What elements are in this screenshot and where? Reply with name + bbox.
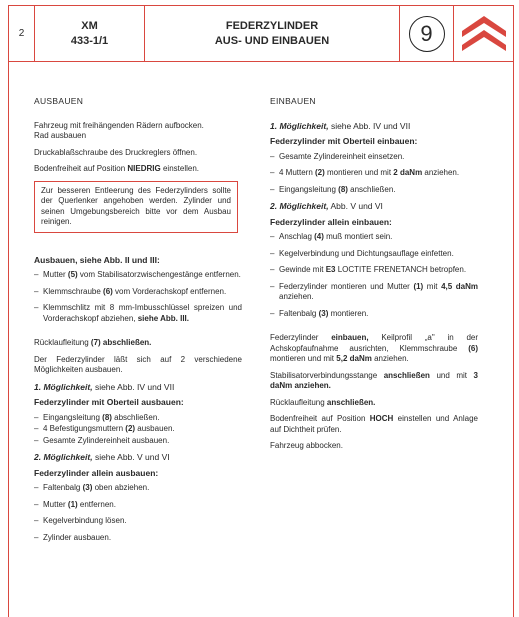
list-item: – Mutter (5) vom Stabilisatorzwischengestänge entfernen.	[34, 270, 242, 281]
list-item: – Faltenbalg (3) oben abziehen.	[34, 483, 242, 494]
list-item: – Mutter (1) entfernen.	[34, 500, 242, 511]
list-item: – Zylinder ausbauen.	[34, 533, 242, 544]
subheading: Federzylinder allein ausbauen:	[34, 467, 159, 478]
list-item: – Gewinde mit E3 LOCTITE FRENETANCH betropfen.	[270, 265, 478, 276]
code-line-1: XM	[81, 19, 98, 32]
list-item: – 4 Befestigungsmuttern (2) ausbauen.	[34, 424, 242, 435]
list-item: – Gesamte Zylindereinheit einsetzen.	[270, 152, 478, 163]
list-item: – Gesamte Zylindereinheit ausbauen.	[34, 436, 242, 447]
paragraph: Fahrzeug mit freihängenden Rädern aufbocken. Rad ausbauen	[34, 120, 204, 140]
list-item: – 4 Muttern (2) montieren und mit 2 daNm anziehen.	[270, 168, 478, 179]
subheading: Federzylinder allein einbauen:	[270, 216, 392, 227]
list-item: – Kegelverbindung lösen.	[34, 516, 242, 527]
subheading: Federzylinder mit Oberteil einbauen:	[270, 136, 418, 146]
list-item: – Klemmschraube (6) vom Vorderachskopf entfernen.	[34, 287, 242, 298]
step-list	[270, 232, 478, 319]
page-title	[145, 6, 400, 61]
paragraph: Rücklaufleitung (7) abschließen.	[34, 338, 152, 347]
paragraph: Bodenfreiheit auf Position HOCH einstellen und Anlage auf Dichtheit prüfen.	[270, 414, 478, 434]
section-number: 9	[409, 16, 445, 52]
title-line-2: AUS- UND EINBAUEN	[214, 34, 330, 47]
page-number: 2	[9, 6, 35, 61]
subheading: 2. Möglichkeit, Abb. V und VI	[270, 201, 383, 211]
step-list	[34, 270, 242, 324]
section-number-cell	[400, 6, 454, 61]
step-list	[34, 483, 242, 543]
subheading: Ausbauen, siehe Abb. II und III:	[34, 254, 160, 265]
list-item: – Federzylinder montieren und Mutter (1) mit 4,5 daNm anziehen.	[270, 282, 478, 303]
list-item: – Anschlag (4) muß montiert sein.	[270, 232, 478, 243]
subheading: 1. Möglichkeit, siehe Abb. IV und VII	[34, 381, 175, 392]
subheading: Federzylinder mit Oberteil ausbauen:	[34, 397, 184, 407]
column-einbauen	[270, 96, 478, 458]
subheading: 1. Möglichkeit, siehe Abb. IV und VII	[270, 120, 411, 131]
note-box: Zur besseren Entleerung des Federzylinders sollte der Querlenker angehoben werden. Zylinder und seinen Umgebungsbereich bitte vor dem Ausbau reinigen.	[34, 181, 238, 233]
code-line-2: 433-1/1	[70, 34, 109, 47]
paragraph: Federzylinder einbauen, Keilprofil „a" in der Achskopfaufnahme ausrichten, Klemmschraube (6) montieren und mit 5,2 daNm anziehen.	[270, 333, 478, 363]
document-code	[35, 6, 145, 61]
paragraph: Der Federzylinder läßt sich auf 2 verschiedene Möglichkeiten ausbauen.	[34, 354, 242, 374]
column-ausbauen	[34, 96, 242, 549]
step-list	[270, 152, 478, 196]
list-item: – Eingangsleitung (8) anschließen.	[270, 185, 478, 196]
list-item: – Kegelverbindung und Dichtungsauflage einfetten.	[270, 249, 478, 260]
page-header	[8, 5, 514, 62]
paragraph: Stabilisatorverbindungsstange anschließen und mit 3 daNm anziehen.	[270, 370, 478, 390]
list-item: – Faltenbalg (3) montieren.	[270, 309, 478, 320]
list-item: – Eingangsleitung (8) abschließen.	[34, 413, 242, 424]
citroen-logo-icon	[454, 6, 513, 61]
list-item: – Klemmschlitz mit 8 mm-Imbusschlüssel spreizen und Vorderachskopf abziehen, siehe Abb. III.	[34, 303, 242, 324]
title-line-1: FEDERZYLINDER	[225, 19, 319, 32]
paragraph: Druckablaßschraube des Druckreglers öffnen.	[34, 147, 198, 157]
paragraph: Rücklaufleitung anschließen.	[270, 397, 376, 407]
paragraph: Fahrzeug abbocken.	[270, 441, 343, 450]
paragraph: Bodenfreiheit auf Position NIEDRIG einstellen.	[34, 164, 199, 173]
step-list	[34, 413, 242, 447]
section-heading: AUSBAUEN	[34, 96, 84, 106]
section-heading: EINBAUEN	[270, 96, 316, 106]
subheading: 2. Möglichkeit, siehe Abb. V und VI	[34, 452, 170, 462]
